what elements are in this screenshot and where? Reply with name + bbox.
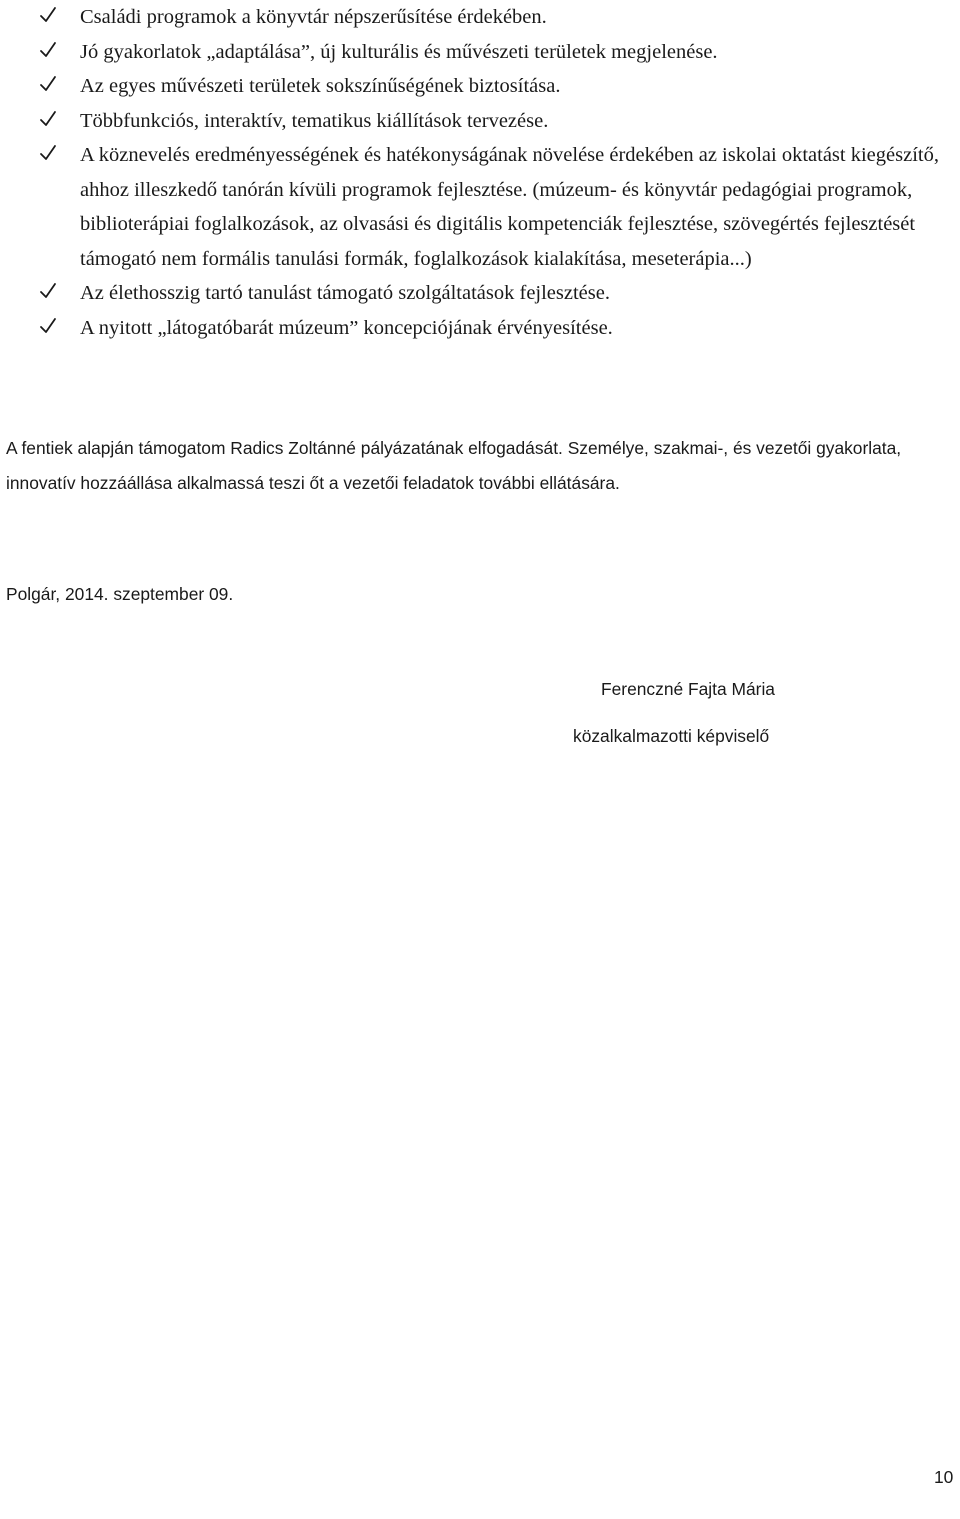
check-icon — [38, 40, 58, 60]
list-item — [0, 138, 960, 276]
list-item-text: Családi programok a könyvtár népszerűsítése érdekében. — [80, 6, 547, 28]
check-icon — [38, 74, 58, 94]
list-item — [0, 276, 960, 311]
support-paragraph: A fentiek alapján támogatom Radics Zoltánné pályázatának elfogadását. Személye, szakmai-, és vezetői gyakorlata, innovatív hozzáállása alkalmassá teszi őt a vezetői feladatok további ellátására. — [6, 438, 902, 493]
list-item-text: Az élethosszig tartó tanulást támogató szolgáltatások fejlesztése. — [80, 282, 610, 304]
check-icon — [38, 281, 58, 301]
signer-role: közalkalmazotti képviselő — [573, 726, 770, 746]
list-item-text: Az egyes művészeti területek sokszínűségének biztosítása. — [80, 75, 561, 97]
list-item — [0, 69, 960, 104]
list-item-text: Jó gyakorlatok „adaptálása”, új kulturális és művészeti területek megjelenése. — [80, 40, 718, 63]
place-date: Polgár, 2014. szeptember 09. — [6, 584, 234, 604]
list-item-text: Többfunkciós, interaktív, tematikus kiállítások tervezése. — [80, 109, 549, 132]
page-number: 10 — [934, 1467, 954, 1487]
list-item-text: A köznevelés eredményességének és hatékonyságának növelése érdekében az iskolai oktatást kiegészítő, ahhoz illeszkedő tanórán kívüli programok fejlesztése. (múzeum- és könyvtár pedagógiai programok, biblioterápiai foglalkozások, az olvasási és digitális kompetenciák fejlesztése, szövegértés fejlesztését támogató nem formális tanulási formák, foglalkozások kialakítása, meseterápia...) — [80, 144, 939, 270]
checklist — [0, 0, 960, 345]
check-icon — [38, 316, 58, 336]
check-icon — [38, 109, 58, 129]
signer-name: Ferenczné Fajta Mária — [601, 679, 775, 699]
list-item — [0, 104, 960, 139]
list-item — [0, 0, 960, 35]
list-item — [0, 35, 960, 70]
list-item — [0, 311, 960, 346]
check-icon — [38, 5, 58, 25]
check-icon — [38, 143, 58, 163]
list-item-text: A nyitott „látogatóbarát múzeum” koncepciójának érvényesítése. — [80, 316, 613, 339]
